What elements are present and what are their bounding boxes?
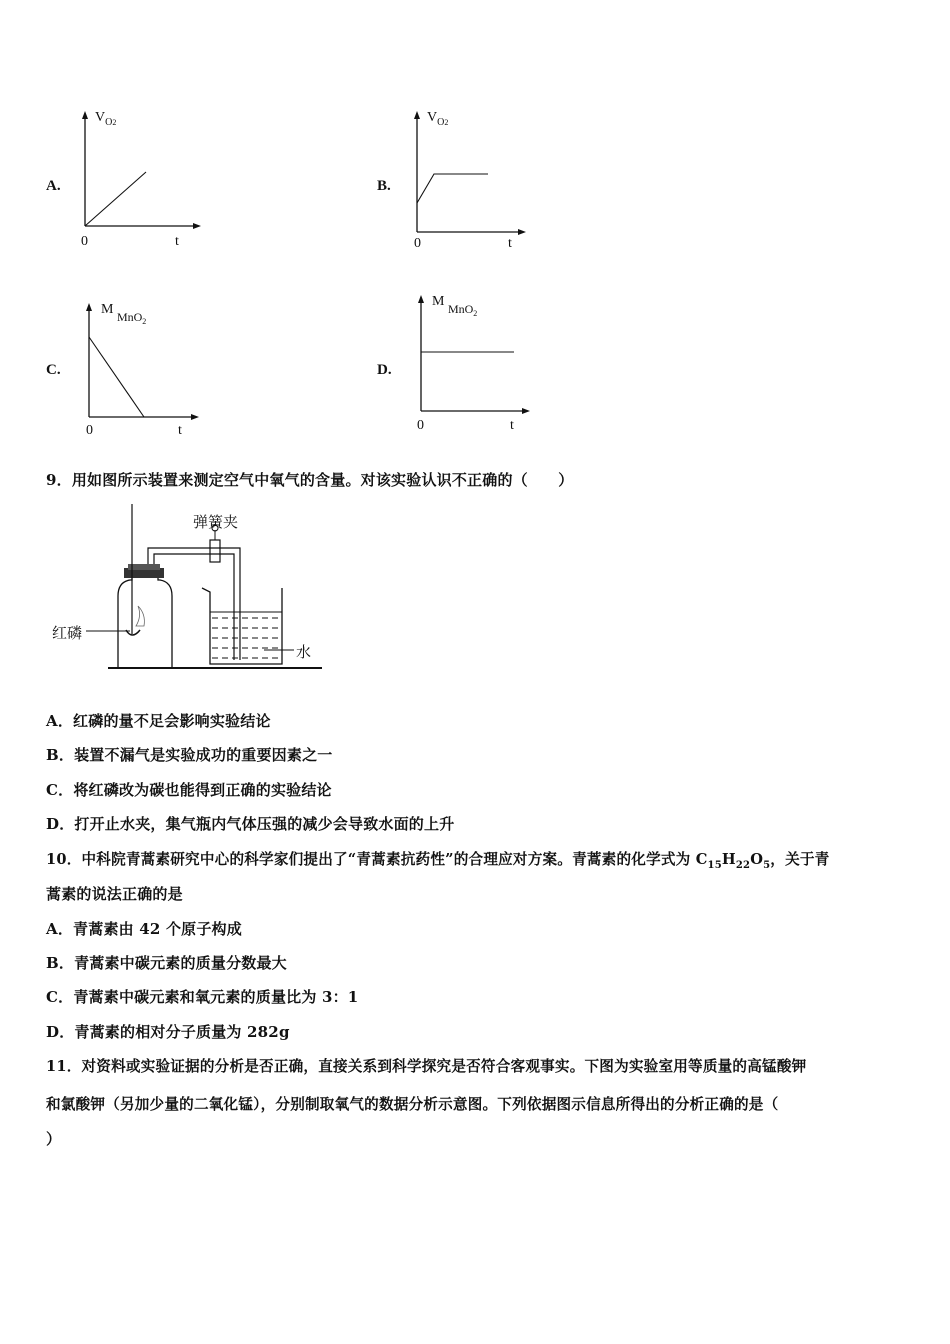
x-arrow: [191, 414, 199, 420]
formula-o-count: 5: [763, 859, 771, 871]
y-arrow: [86, 303, 92, 311]
q10-stem-line2: 蒿素的说法正确的是: [46, 885, 183, 903]
q10-option-c: C．青蒿素中碳元素和氧元素的质量比为 3：1: [46, 988, 359, 1006]
q11-line3: ）: [46, 1130, 62, 1148]
y-label-main: M: [432, 294, 445, 309]
formula-h-count: 22: [735, 859, 751, 871]
clip-label: 弹簧夹: [193, 513, 239, 531]
y-label-sub: O: [437, 116, 445, 128]
flame: [136, 606, 144, 626]
graph-a: [70, 108, 220, 248]
x-arrow: [518, 229, 526, 235]
q9-option-c: C．将红磷改为碳也能得到正确的实验结论: [46, 781, 332, 799]
q11-line1: 11．对资料或实验证据的分析是否正确，直接关系到科学探究是否符合客观事实。下图为实验室用等质量的高锰酸钾: [46, 1058, 807, 1075]
q9-option-d: D．打开止水夹，集气瓶内气体压强的减少会导致水面的上升: [46, 815, 455, 833]
y-axis-label: [101, 302, 147, 326]
spring-clip: [210, 540, 220, 562]
y-label-sub2: 2: [473, 309, 478, 318]
origin-label: 0: [81, 234, 88, 249]
y-label-sub2: 2: [444, 117, 449, 127]
x-arrow: [193, 223, 201, 229]
gas-bottle: [118, 576, 172, 668]
connecting-tube: [148, 548, 240, 660]
q9-option-b: B．装置不漏气是实验成功的重要因素之一: [46, 746, 333, 764]
y-label-sub: O: [105, 116, 113, 128]
y-arrow: [82, 111, 88, 119]
q10-stem-text: 10．中科院青蒿素研究中心的科学家们提出了“青蒿素抗药性”的合理应对方案。青蒿素的化学式为 C: [46, 851, 708, 868]
option-c-label: C.: [46, 362, 61, 378]
q10-stem-line1: [46, 848, 829, 871]
y-label-main: M: [101, 302, 114, 317]
y-axis-label: [95, 110, 116, 128]
y-axis-label: [427, 110, 448, 128]
formula-h: H: [721, 851, 736, 868]
option-b-label: B.: [377, 178, 391, 194]
phosphorus-label: 红磷: [52, 624, 83, 642]
q10-option-b: B．青蒿素中碳元素的质量分数最大: [46, 954, 287, 972]
y-label-sub: MnO: [116, 310, 143, 324]
y-label-sub: MnO: [447, 302, 474, 316]
y-label-sub2: 2: [142, 317, 147, 326]
q11-line2: 和氯酸钾（另加少量的二氧化锰），分别制取氧气的数据分析示意图。下列依据图示信息所得出的分析正确的是（: [46, 1096, 779, 1113]
option-d-label: D.: [377, 362, 392, 378]
q9-option-a: A．红磷的量不足会影响实验结论: [46, 712, 271, 730]
graph-b: [402, 108, 552, 248]
stopper-top: [128, 564, 160, 570]
option-a-label: A.: [46, 178, 61, 194]
x-axis-label: t: [178, 423, 182, 438]
data-line: [85, 172, 146, 226]
y-label-main: V: [427, 110, 438, 125]
q10-stem-tail: ，关于青: [770, 851, 830, 868]
formula-c-count: 15: [707, 859, 722, 871]
graph-d: [406, 292, 556, 422]
y-label-sub2: 2: [112, 117, 117, 127]
beaker: [202, 588, 282, 664]
y-arrow: [414, 111, 420, 119]
data-line: [89, 337, 144, 417]
origin-label: 0: [417, 418, 424, 433]
x-axis-label: t: [508, 236, 512, 251]
x-axis-label: t: [510, 418, 514, 433]
y-label-main: V: [95, 110, 106, 125]
q10-option-a: A．青蒿素由 42 个原子构成: [46, 920, 242, 938]
y-axis-label: [432, 294, 478, 318]
q9-stem: 9．用如图所示装置来测定空气中氧气的含量。对该实验认识不正确的（ ）: [46, 471, 574, 489]
water: [212, 618, 280, 658]
y-arrow: [418, 295, 424, 303]
formula-o: O: [750, 851, 764, 868]
water-label: 水: [296, 643, 312, 661]
x-arrow: [522, 408, 530, 414]
graph-c: [74, 300, 224, 430]
q10-option-d: D．青蒿素的相对分子质量为 282g: [46, 1023, 290, 1041]
x-axis-label: t: [175, 234, 179, 249]
data-line: [417, 174, 488, 203]
origin-label: 0: [86, 423, 93, 438]
origin-label: 0: [414, 236, 421, 251]
connecting-tube-inner: [154, 554, 234, 660]
